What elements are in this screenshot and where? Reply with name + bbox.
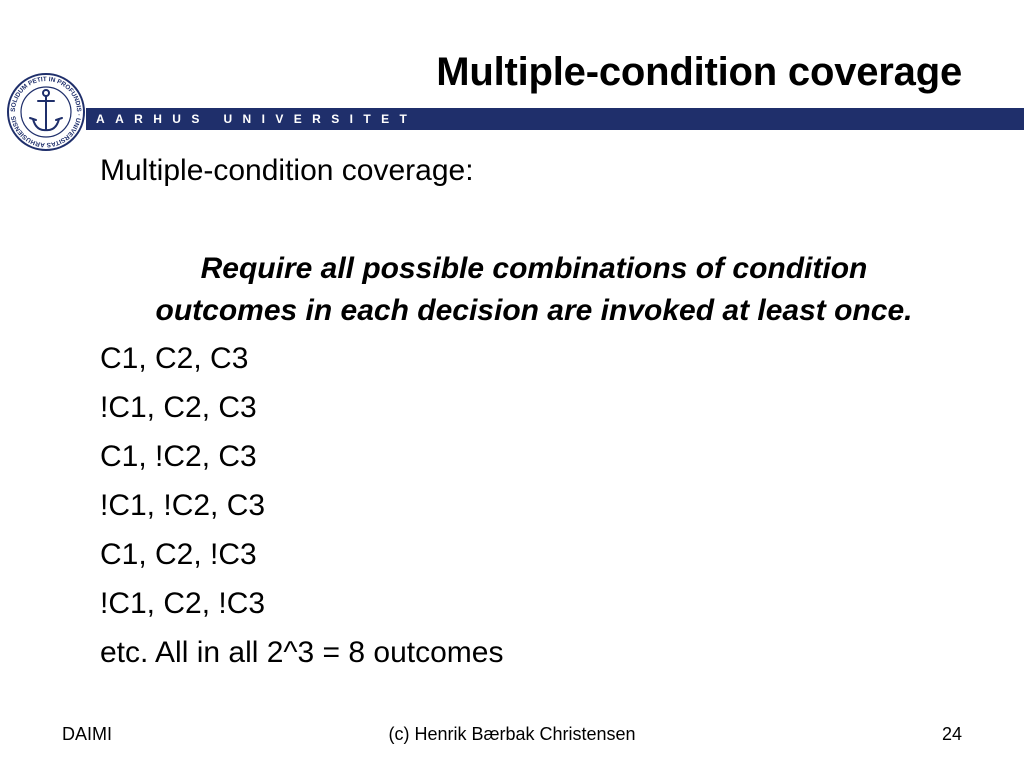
university-banner <box>86 108 1024 130</box>
combination-item: C1, C2, C3 <box>100 342 249 375</box>
combination-summary: etc. All in all 2^3 = 8 outcomes <box>100 636 504 669</box>
emphasis-statement <box>96 248 972 332</box>
slide-title: Multiple-condition coverage <box>436 50 962 94</box>
seal-text-path: SOLIDUM PETIT IN PROFUNDIS · UNIVERSITAS ARHUSIENSIS <box>9 75 83 149</box>
university-name: AARHUS UNIVERSITET <box>96 112 418 126</box>
intro-text: Multiple-condition coverage: <box>100 154 474 187</box>
combination-item: C1, !C2, C3 <box>100 440 257 473</box>
slide-number: 24 <box>941 724 962 744</box>
condition-combinations-list <box>100 338 503 681</box>
combination-item: !C1, C2, C3 <box>100 391 257 424</box>
combination-item: !C1, !C2, C3 <box>100 489 266 522</box>
emphasis-line: outcomes in each decision are invoked at least once. <box>155 294 913 327</box>
anchor-seal-icon <box>6 72 86 152</box>
emphasis-line: Require all possible combinations of condition <box>200 252 868 285</box>
footer-department: DAIMI <box>62 724 113 744</box>
footer-copyright: (c) Henrik Bærbak Christensen <box>388 724 636 744</box>
combination-item: C1, C2, !C3 <box>100 538 257 571</box>
combination-item: !C1, C2, !C3 <box>100 587 266 620</box>
